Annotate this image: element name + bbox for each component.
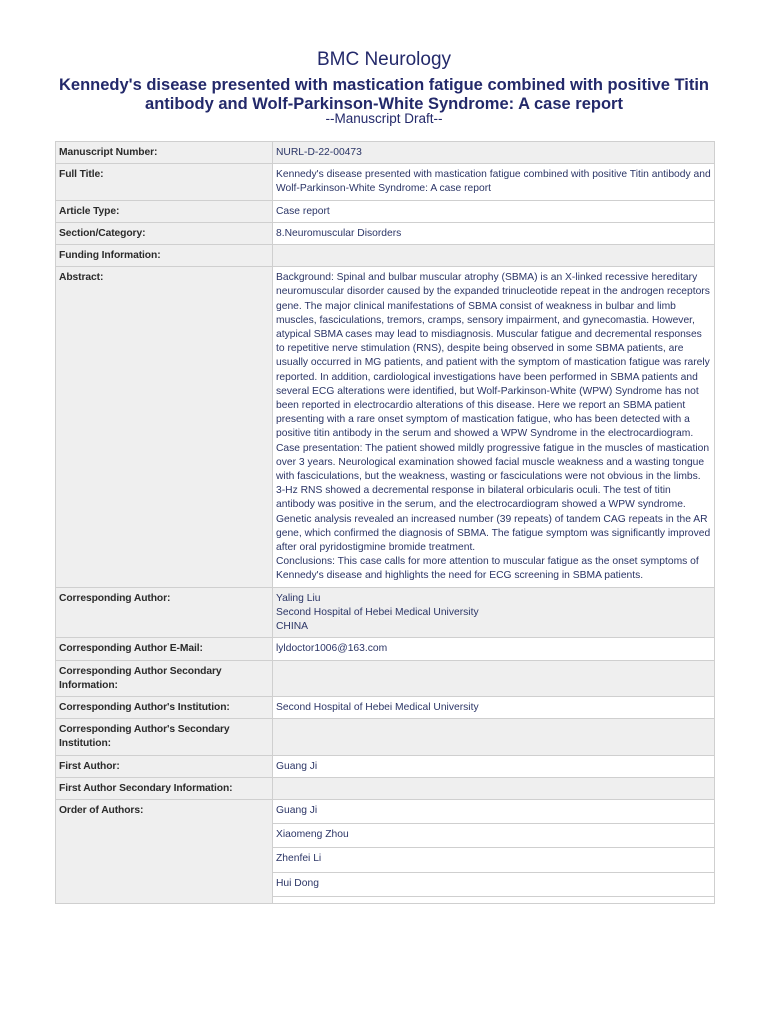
abstract-conclusions: Conclusions: This case calls for more attention to muscular fatigue as the onset symptoms of Kennedy's disease and highlights the need for ECG screening in SBMA patients. <box>276 556 699 582</box>
corresponding-author-name: Yaling Liu <box>276 592 321 604</box>
label-corresponding-author-secondary-institution: Corresponding Author's Secondary Institution: <box>56 719 273 755</box>
row-order-of-authors <box>56 799 715 903</box>
row-first-author <box>56 755 715 777</box>
value-funding-information <box>273 245 715 267</box>
row-first-author-secondary-information <box>56 777 715 799</box>
value-corresponding-author-secondary-information <box>273 660 715 696</box>
row-corresponding-author-secondary-institution <box>56 719 715 755</box>
value-article-type: Case report <box>273 200 715 222</box>
label-corresponding-author-secondary-information: Corresponding Author Secondary Information: <box>56 660 273 696</box>
row-abstract <box>56 267 715 587</box>
corresponding-author-country: CHINA <box>276 621 309 633</box>
value-corresponding-author-email[interactable]: lyldoctor1006@163.com <box>273 638 715 660</box>
value-section-category: 8.Neuromuscular Disorders <box>273 222 715 244</box>
row-corresponding-author-secondary-information <box>56 660 715 696</box>
label-manuscript-number: Manuscript Number: <box>56 142 273 164</box>
author-item: Guang Ji <box>276 804 318 816</box>
row-corresponding-author-email <box>56 638 715 660</box>
journal-name: BMC Neurology <box>316 49 452 70</box>
row-article-type <box>56 200 715 222</box>
value-corresponding-author-institution: Second Hospital of Hebei Medical University <box>273 696 715 718</box>
value-corresponding-author-secondary-institution <box>273 719 715 755</box>
manuscript-title: Kennedy's disease presented with mastication fatigue combined with positive Titin antibody and Wolf-Parkinson-White Syndrome: A case report <box>58 76 709 113</box>
author-item: Xiaomeng Zhou <box>273 823 714 847</box>
value-full-title: Kennedy's disease presented with mastication fatigue combined with positive Titin antibody and Wolf-Parkinson-White Syndrome: A case report <box>273 164 715 200</box>
label-order-of-authors: Order of Authors: <box>56 799 273 903</box>
label-abstract: Abstract: <box>56 267 273 587</box>
label-corresponding-author-email: Corresponding Author E-Mail: <box>56 638 273 660</box>
label-first-author: First Author: <box>56 755 273 777</box>
value-order-of-authors <box>273 799 715 903</box>
row-corresponding-author <box>56 587 715 638</box>
abstract-case-presentation: Case presentation: The patient showed mildly progressive fatigue in the muscles of mastication over 3 years. Neurological examination showed facial muscle weakness and a wasting tongue with fasciculations, but the weakness, wasting or fasciculations were not obvious in the limbs. 3-Hz RNS showed a decremental response in bilateral orbicularis oculi. The test of titin antibody was positive in the serum, and the electrocardiogram showed a WPW syndrome. Genetic analysis revealed an increased number (39 repeats) of tandem CAG repeats in the AR gene, which confirmed the diagnosis of SBMA. The fatigue symptom was significantly improved after oral pyridostigmine bromide treatment. <box>276 442 711 554</box>
label-first-author-secondary-information: First Author Secondary Information: <box>56 777 273 799</box>
row-corresponding-author-institution <box>56 696 715 718</box>
manuscript-metadata-table <box>55 141 715 904</box>
abstract-background: Background: Spinal and bulbar muscular atrophy (SBMA) is an X-linked recessive hereditary neuromuscular disorder caused by the expanded trinucleotide repeat in the androgen receptors gene. The major clinical manifestations of SBMA consist of weakness in bulbar and limb muscles, fasciculations, tremors, cramps, sensory impairment, and gynecomastia. However, atypical SBMA cases may lead to misdiagnosis. Muscular fatigue and decremental responses to repetitive nerve stimulation (RNS), despite being observed in some SBMA patients, are usually occurred in MG patients, and patient with the symptom of mastication fatigue was rarely reported. In addition, cardiological investigations have been performed in SBMA patients and several ECG alterations were identified, but Wolf-Parkinson-White (WPW) Syndrome has not been reported in electrocardio alterations of this disease. Here we report an SBMA patient presenting with a rare onset symptom of mastication fatigue, who has been detected with a positive titin antibody in the serum and showed a WPW Syndrome in the electrocardiogram. <box>276 272 710 440</box>
value-first-author: Guang Ji <box>273 755 715 777</box>
row-funding-information <box>56 245 715 267</box>
author-item: Zhenfei Li <box>273 847 714 871</box>
row-manuscript-number <box>56 142 715 164</box>
label-corresponding-author-institution: Corresponding Author's Institution: <box>56 696 273 718</box>
value-abstract <box>273 267 715 587</box>
draft-label: --Manuscript Draft-- <box>325 111 443 126</box>
row-full-title <box>56 164 715 200</box>
author-item-empty <box>273 896 714 903</box>
value-first-author-secondary-information <box>273 777 715 799</box>
label-section-category: Section/Category: <box>56 222 273 244</box>
value-corresponding-author <box>273 587 715 638</box>
label-full-title: Full Title: <box>56 164 273 200</box>
author-item: Hui Dong <box>273 872 714 896</box>
label-corresponding-author: Corresponding Author: <box>56 587 273 638</box>
value-manuscript-number: NURL-D-22-00473 <box>273 142 715 164</box>
label-article-type: Article Type: <box>56 200 273 222</box>
label-funding-information: Funding Information: <box>56 245 273 267</box>
row-section-category <box>56 222 715 244</box>
corresponding-author-institution: Second Hospital of Hebei Medical University <box>276 606 479 618</box>
